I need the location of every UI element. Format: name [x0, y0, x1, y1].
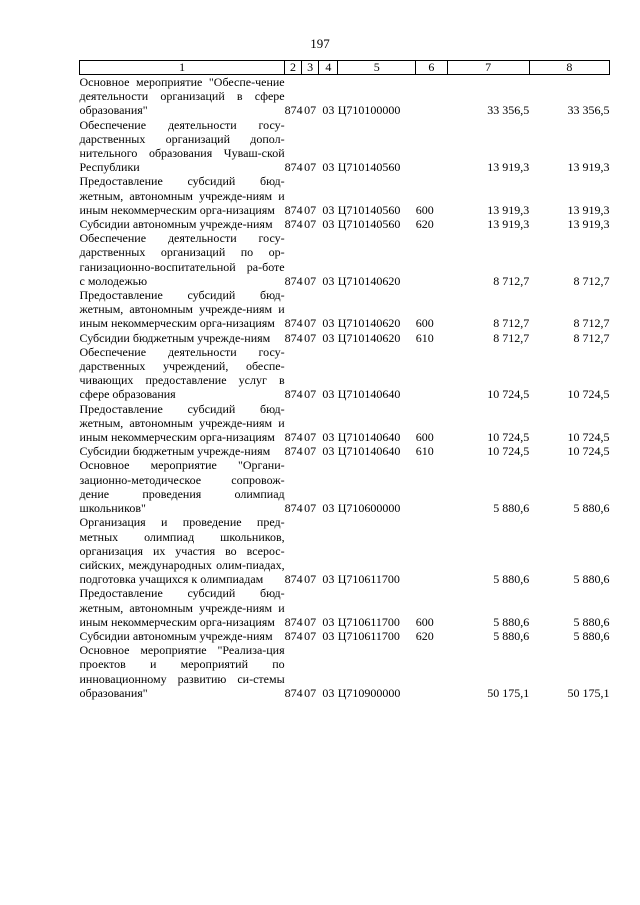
row-csr: Ц710600000 [337, 501, 401, 516]
row-amount-7: 8 712,7 [493, 273, 530, 288]
row-pr: 03 [322, 628, 335, 643]
row-vr [416, 118, 447, 175]
row-amount-8: 10 724,5 [567, 387, 610, 402]
row-name: Предоставление субсидий бюд-жетным, автономным учрежде-ниям и иным некоммерческим орга-низациям [79, 401, 285, 445]
row-rz: 07 [304, 685, 317, 700]
row-rz: 07 [304, 572, 317, 587]
row-csr: Ц710140620 [337, 316, 401, 331]
row-gr: 874 [284, 614, 303, 629]
row-pr: 03 [322, 160, 335, 175]
row-gr: 874 [284, 103, 303, 118]
row-name: Субсидии автономным учрежде-ниям [79, 628, 273, 643]
row-gr: 874 [284, 273, 303, 288]
row-rz: 07 [304, 501, 317, 516]
table-row [80, 345, 610, 402]
table-row [80, 118, 610, 175]
row-vr [416, 458, 447, 515]
table-row [80, 458, 610, 515]
row-pr: 03 [322, 103, 335, 118]
row-amount-7: 5 880,6 [493, 501, 530, 516]
row-csr: Ц710140640 [337, 444, 401, 459]
row-name: Основное мероприятие "Обеспе-чение деятельности организаций в сфере образования" [79, 75, 285, 118]
row-name: Обеспечение деятельности госу-дарственных учреждений, обеспе-чивающих предоставление услуг в сфере образования [79, 344, 285, 402]
table-row [80, 288, 610, 331]
row-gr: 874 [284, 316, 303, 331]
column-header-1: 1 [80, 61, 285, 75]
row-amount-7: 50 175,1 [487, 685, 530, 700]
row-name: Основное мероприятие "Реализа-ция проектов и мероприятий по инновационному развитию си-стемы образования" [79, 643, 285, 700]
row-rz: 07 [304, 430, 317, 445]
row-rz: 07 [304, 614, 317, 629]
row-amount-8: 5 880,6 [573, 614, 610, 629]
row-vr: 600 [415, 202, 434, 217]
row-amount-8: 8 712,7 [573, 330, 610, 345]
row-rz: 07 [304, 217, 317, 232]
row-amount-7: 5 880,6 [493, 572, 530, 587]
row-name: Предоставление субсидий бюд-жетным, автономным учрежде-ниям и иным некоммерческим орга-низациям [79, 288, 285, 331]
row-csr: Ц710100000 [337, 103, 401, 118]
row-amount-8: 5 880,6 [573, 572, 610, 587]
row-amount-7: 13 919,3 [487, 217, 530, 232]
column-number-row [80, 61, 610, 75]
table-row [80, 515, 610, 586]
row-csr: Ц710611700 [337, 614, 400, 629]
row-gr: 874 [284, 202, 303, 217]
row-vr: 600 [415, 430, 434, 445]
table-row [80, 217, 610, 231]
row-amount-8: 33 356,5 [567, 103, 610, 118]
row-name: Предоставление субсидий бюд-жетным, автономным учрежде-ниям и иным некоммерческим орга-низациям [79, 174, 285, 217]
row-rz: 07 [304, 628, 317, 643]
row-gr: 874 [284, 430, 303, 445]
table-row [80, 629, 610, 643]
budget-table [79, 60, 610, 700]
row-amount-7: 5 880,6 [493, 614, 530, 629]
row-amount-8: 8 712,7 [573, 316, 610, 331]
row-vr: 610 [415, 444, 434, 459]
row-gr: 874 [284, 685, 303, 700]
row-amount-8: 5 880,6 [573, 501, 610, 516]
column-header-5: 5 [338, 61, 416, 75]
row-amount-7: 13 919,3 [487, 202, 530, 217]
row-csr: Ц710140620 [337, 273, 401, 288]
row-amount-7: 8 712,7 [493, 316, 530, 331]
row-pr: 03 [322, 273, 335, 288]
row-pr: 03 [322, 202, 335, 217]
column-header-4: 4 [319, 61, 338, 75]
row-vr: 620 [415, 628, 434, 643]
row-pr: 03 [322, 316, 335, 331]
row-rz: 07 [304, 273, 317, 288]
row-pr: 03 [322, 217, 335, 232]
row-vr [416, 75, 447, 118]
row-pr: 03 [322, 501, 335, 516]
table-row [80, 331, 610, 345]
row-name: Основное мероприятие "Органи-зационно-методическое сопровож-дение проведения олимпиад школьников" [79, 458, 285, 516]
column-header-8: 8 [529, 61, 609, 75]
row-amount-8: 8 712,7 [573, 273, 610, 288]
row-csr: Ц710900000 [337, 685, 401, 700]
row-pr: 03 [322, 685, 335, 700]
row-csr: Ц710140640 [337, 387, 401, 402]
column-header-3: 3 [301, 61, 319, 75]
row-gr: 874 [284, 387, 303, 402]
row-rz: 07 [304, 330, 317, 345]
row-csr: Ц710140560 [337, 160, 401, 175]
row-gr: 874 [284, 217, 303, 232]
row-amount-7: 10 724,5 [487, 387, 530, 402]
row-vr: 600 [415, 316, 434, 331]
row-gr: 874 [284, 572, 303, 587]
row-amount-8: 13 919,3 [567, 202, 610, 217]
row-gr: 874 [284, 444, 303, 459]
row-amount-7: 5 880,6 [493, 628, 530, 643]
row-amount-8: 50 175,1 [567, 685, 610, 700]
row-csr: Ц710140620 [337, 330, 401, 345]
row-pr: 03 [322, 387, 335, 402]
row-pr: 03 [322, 572, 335, 587]
row-amount-7: 10 724,5 [487, 430, 530, 445]
row-gr: 874 [284, 628, 303, 643]
row-amount-7: 33 356,5 [487, 103, 530, 118]
table-row [80, 586, 610, 629]
row-csr: Ц710611700 [337, 628, 400, 643]
row-csr: Ц710140560 [337, 217, 401, 232]
row-vr [416, 515, 447, 586]
row-amount-8: 10 724,5 [567, 444, 610, 459]
row-vr: 610 [415, 330, 434, 345]
table-row [80, 643, 610, 700]
row-rz: 07 [304, 160, 317, 175]
table-row [80, 174, 610, 217]
row-vr [416, 643, 447, 700]
row-amount-8: 13 919,3 [567, 217, 610, 232]
column-header-6: 6 [416, 61, 447, 75]
column-header-7: 7 [447, 61, 529, 75]
row-amount-8: 13 919,3 [567, 160, 610, 175]
row-gr: 874 [284, 330, 303, 345]
row-rz: 07 [304, 103, 317, 118]
row-name: Обеспечение деятельности госу-дарственных организаций по ор-ганизационно-воспитательной ра-боте с молодежью [79, 231, 285, 288]
row-csr: Ц710611700 [337, 572, 400, 587]
row-pr: 03 [322, 330, 335, 345]
row-name: Субсидии автономным учрежде-ниям [79, 217, 273, 232]
table-body [80, 75, 610, 700]
row-rz: 07 [304, 316, 317, 331]
row-name: Субсидии бюджетным учрежде-ниям [79, 330, 271, 345]
row-name: Обеспечение деятельности госу-дарственных организаций допол-нительного образования Чуваш-ской Республики [79, 117, 285, 175]
row-amount-8: 10 724,5 [567, 430, 610, 445]
row-gr: 874 [284, 160, 303, 175]
row-pr: 03 [322, 444, 335, 459]
table-row [80, 402, 610, 445]
row-vr [416, 345, 447, 402]
row-name: Предоставление субсидий бюд-жетным, автономным учрежде-ниям и иным некоммерческим орга-низациям [79, 586, 285, 629]
row-amount-8: 5 880,6 [573, 628, 610, 643]
column-header-2: 2 [285, 61, 302, 75]
row-vr [416, 231, 447, 288]
row-pr: 03 [322, 614, 335, 629]
table-row [80, 444, 610, 458]
row-pr: 03 [322, 430, 335, 445]
page-number: 197 [310, 36, 330, 51]
row-rz: 07 [304, 387, 317, 402]
row-gr: 874 [284, 501, 303, 516]
table-row [80, 231, 610, 288]
row-amount-7: 13 919,3 [487, 160, 530, 175]
row-csr: Ц710140640 [337, 430, 401, 445]
table-row [80, 75, 610, 118]
row-rz: 07 [304, 202, 317, 217]
row-rz: 07 [304, 444, 317, 459]
row-vr: 600 [415, 614, 434, 629]
row-amount-7: 10 724,5 [487, 444, 530, 459]
row-name: Организация и проведение пред-метных олимпиад школьников, организация их участия во всерос-сийских, международных олим-пиадах, подготовка учащихся к олимпиадам [79, 515, 285, 587]
row-name: Субсидии бюджетным учрежде-ниям [79, 444, 271, 459]
row-csr: Ц710140560 [337, 202, 401, 217]
row-amount-7: 8 712,7 [493, 330, 530, 345]
row-vr: 620 [415, 217, 434, 232]
